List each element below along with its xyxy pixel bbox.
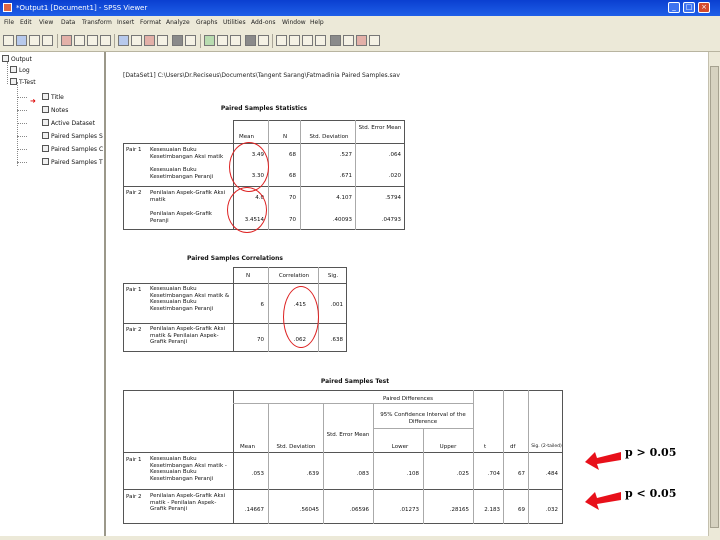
test-pair-label: Pair 1 bbox=[126, 457, 142, 463]
test-row-sd: .639 bbox=[306, 471, 319, 477]
stats-row-mean: 4.0 bbox=[255, 195, 264, 201]
tree-item-paired-test[interactable]: Paired Samples T bbox=[42, 158, 103, 167]
stats-row-sd: .671 bbox=[339, 173, 352, 179]
annotation-p-greater: p > 0.05 bbox=[625, 446, 677, 459]
highlight-circle bbox=[227, 187, 267, 233]
scrollbar-thumb[interactable] bbox=[710, 66, 719, 528]
corr-col-n: N bbox=[246, 273, 251, 279]
stats-row-sd: .527 bbox=[339, 152, 352, 158]
log-icon bbox=[10, 66, 17, 73]
annotation-p-less: p < 0.05 bbox=[625, 487, 677, 500]
dialog-recall-icon[interactable] bbox=[74, 35, 85, 46]
highlight-circle bbox=[229, 142, 269, 192]
spss-app-icon bbox=[3, 3, 12, 12]
toolbar-separator bbox=[57, 34, 58, 48]
stats-col-mean: Mean bbox=[239, 134, 254, 140]
stats-row-n: 68 bbox=[289, 152, 296, 158]
viewer-icon[interactable] bbox=[369, 35, 380, 46]
dataset-path: [DataSet1] C:\Users\Dr.Reciseus\Documents\Tangent Sarang\Fatmadinia Paired Samples.sav bbox=[123, 72, 400, 79]
stats-col-sd: Std. Deviation bbox=[309, 134, 349, 140]
open-icon[interactable] bbox=[3, 35, 14, 46]
collapse-icon[interactable] bbox=[315, 35, 326, 46]
tree-item-title[interactable]: Title bbox=[42, 93, 64, 102]
pivot-icon[interactable] bbox=[217, 35, 228, 46]
menu-edit[interactable]: Edit bbox=[20, 19, 32, 26]
print-preview-icon[interactable] bbox=[42, 35, 53, 46]
window-title: *Output1 [Document1] - SPSS Viewer bbox=[16, 4, 148, 12]
corr-row-correlation: .062 bbox=[293, 337, 306, 343]
menu-file[interactable]: File bbox=[4, 19, 15, 26]
insert-icon[interactable] bbox=[185, 35, 196, 46]
corr-row-n: 70 bbox=[257, 337, 264, 343]
corr-row-correlation: .415 bbox=[293, 302, 306, 308]
chart-icon[interactable] bbox=[204, 35, 215, 46]
corr-row-sig: .638 bbox=[330, 337, 343, 343]
stats-pair-1-label: Pair 1 bbox=[126, 147, 142, 153]
stats-table-title: Paired Samples Statistics bbox=[220, 105, 308, 112]
test-ci-header: 95% Confidence Interval of the Difference bbox=[380, 412, 466, 425]
menu-add-ons[interactable]: Add-ons bbox=[251, 19, 276, 26]
stats-col-se: Std. Error Mean bbox=[358, 125, 402, 131]
test-row-se: .083 bbox=[356, 471, 369, 477]
save-icon[interactable] bbox=[16, 35, 27, 46]
test-row-upper: .28165 bbox=[449, 507, 469, 513]
folder-icon bbox=[2, 55, 9, 62]
corr-row-n: 6 bbox=[260, 302, 264, 308]
annotation-arrows bbox=[583, 448, 623, 520]
redo-icon[interactable] bbox=[100, 35, 111, 46]
tree-item-t-test[interactable]: T-Test bbox=[10, 78, 36, 87]
stats-row-se: .020 bbox=[388, 173, 401, 179]
dataset-icon bbox=[42, 119, 49, 126]
corr-row-label: Penilaian Aspek-Grafik Aksi matik & Penilaian Aspek-Grafik Peranji bbox=[150, 326, 226, 345]
goto-case-icon[interactable] bbox=[131, 35, 142, 46]
menu-insert[interactable]: Insert bbox=[117, 19, 135, 26]
stats-row-mean: 3.30 bbox=[251, 173, 264, 179]
toolbar bbox=[0, 30, 720, 52]
stats-row-se: .5794 bbox=[385, 195, 401, 201]
goto-data-icon[interactable] bbox=[118, 35, 129, 46]
export-icon[interactable] bbox=[61, 35, 72, 46]
stats-row-label: Kesesuaian Buku Kesetimbangan Aksi matik bbox=[150, 147, 224, 160]
highlight-circle bbox=[283, 286, 319, 348]
test-row-lower: .01273 bbox=[399, 507, 419, 513]
test-col-t: t bbox=[484, 444, 487, 450]
stats-col-n: N bbox=[283, 134, 288, 140]
menu-view[interactable]: View bbox=[39, 19, 54, 26]
red-arrow-icon bbox=[585, 452, 621, 470]
tree-item-paired-correlations[interactable]: Paired Samples C bbox=[42, 145, 103, 154]
corr-table-title: Paired Samples Correlations bbox=[187, 255, 283, 262]
stats-row-label: Kesesuaian Buku Kesetimbangan Peranji bbox=[150, 167, 214, 180]
test-row-label: Kesesuaian Buku Kesetimbangan Aksi matik - Kesesuaian Buku Kesetimbangan Peranji bbox=[150, 456, 227, 482]
folder-icon bbox=[10, 78, 17, 85]
test-row-sig: .032 bbox=[545, 507, 558, 513]
minimize-button[interactable]: _ bbox=[668, 2, 680, 13]
help-icon[interactable] bbox=[356, 35, 367, 46]
find-icon[interactable] bbox=[157, 35, 168, 46]
title-icon[interactable] bbox=[230, 35, 241, 46]
maximize-button[interactable]: □ bbox=[683, 2, 695, 13]
hide-icon[interactable] bbox=[258, 35, 269, 46]
test-row-mean: .053 bbox=[251, 471, 264, 477]
menu-format[interactable]: Format bbox=[140, 19, 162, 26]
stats-row-n: 68 bbox=[289, 173, 296, 179]
test-col-se: Std. Error Mean bbox=[326, 432, 370, 438]
tree-item-output[interactable]: Output bbox=[2, 55, 32, 64]
menu-utilities[interactable]: Utilities bbox=[223, 19, 246, 26]
tree-item-active-dataset[interactable]: Active Dataset bbox=[42, 119, 95, 128]
stats-row-sd: 4.107 bbox=[336, 195, 352, 201]
test-col-sig: Sig. (2-tailed) bbox=[531, 444, 562, 449]
variables-icon[interactable] bbox=[144, 35, 155, 46]
vertical-scrollbar[interactable] bbox=[708, 52, 720, 536]
test-row-sig: .484 bbox=[545, 471, 558, 477]
toolbar-separator bbox=[272, 34, 273, 48]
red-arrow-icon bbox=[585, 492, 621, 510]
menu-graphs[interactable]: Graphs bbox=[196, 19, 218, 26]
test-col-lower: Lower bbox=[391, 444, 409, 450]
current-item-arrow-icon: ➜ bbox=[30, 97, 36, 105]
status-strip bbox=[0, 536, 720, 540]
menu-help[interactable]: Help bbox=[310, 19, 324, 26]
corr-row-sig: .001 bbox=[330, 302, 343, 308]
test-row-label: Penilaian Aspek-Grafik Aksi matik - Penilaian Aspek-Grafik Peranji bbox=[150, 493, 226, 512]
table-icon bbox=[42, 132, 49, 139]
corr-row-label: Kesesuaian Buku Kesetimbangan Aksi matik & Kesesuaian Buku Kesetimbangan Peranji bbox=[150, 286, 230, 312]
test-row-lower: .108 bbox=[406, 471, 419, 477]
syntax-icon[interactable] bbox=[343, 35, 354, 46]
promote-icon[interactable] bbox=[276, 35, 287, 46]
test-col-sd: Std. Deviation bbox=[276, 444, 316, 450]
menu-transform[interactable]: Transform bbox=[82, 19, 112, 26]
tree-item-paired-statistics[interactable]: Paired Samples S bbox=[42, 132, 103, 141]
test-row-t: 2.183 bbox=[484, 507, 500, 513]
title-bar bbox=[0, 0, 720, 16]
toolbar-separator bbox=[114, 34, 115, 48]
title-icon bbox=[42, 93, 49, 100]
expand-icon[interactable] bbox=[302, 35, 313, 46]
stats-row-n: 70 bbox=[289, 195, 296, 201]
test-row-t: .704 bbox=[487, 471, 500, 477]
corr-col-correlation: Correlation bbox=[278, 273, 310, 279]
close-button[interactable]: × bbox=[698, 2, 710, 13]
test-row-se: .06596 bbox=[349, 507, 369, 513]
test-row-sd: .56045 bbox=[299, 507, 319, 513]
tree-item-notes[interactable]: Notes bbox=[42, 106, 68, 115]
show-icon[interactable] bbox=[245, 35, 256, 46]
test-pair-label: Pair 2 bbox=[126, 494, 142, 500]
undo-icon[interactable] bbox=[87, 35, 98, 46]
test-col-mean: Mean bbox=[240, 444, 255, 450]
stats-row-mean: 3.4514 bbox=[244, 217, 264, 223]
test-group-header: Paired Differences bbox=[383, 396, 433, 402]
test-row-upper: .025 bbox=[456, 471, 469, 477]
stats-row-se: .064 bbox=[388, 152, 401, 158]
stats-row-mean: 3.49 bbox=[251, 152, 264, 158]
stats-row-label: Penilaian Aspek-Grafik Peranji bbox=[150, 211, 212, 224]
test-row-df: 69 bbox=[518, 507, 525, 513]
corr-pair-label: Pair 2 bbox=[126, 327, 142, 333]
corr-col-sig: Sig. bbox=[327, 273, 339, 279]
menu-window[interactable]: Window bbox=[282, 19, 306, 26]
test-row-mean: .14667 bbox=[244, 507, 264, 513]
table-icon bbox=[42, 158, 49, 165]
stats-row-se: .04793 bbox=[381, 217, 401, 223]
menu-data[interactable]: Data bbox=[61, 19, 76, 26]
stats-pair-2-label: Pair 2 bbox=[126, 190, 142, 196]
test-table-title: Paired Samples Test bbox=[320, 378, 390, 385]
designate-window-icon[interactable] bbox=[330, 35, 341, 46]
menu-bar bbox=[0, 16, 720, 30]
tree-item-log[interactable]: Log bbox=[10, 66, 30, 75]
notes-icon bbox=[42, 106, 49, 113]
menu-analyze[interactable]: Analyze bbox=[166, 19, 190, 26]
print-icon[interactable] bbox=[29, 35, 40, 46]
demote-icon[interactable] bbox=[289, 35, 300, 46]
toolbar-separator bbox=[200, 34, 201, 48]
stats-row-sd: .40093 bbox=[332, 217, 352, 223]
stats-row-n: 70 bbox=[289, 217, 296, 223]
test-col-upper: Upper bbox=[439, 444, 457, 450]
test-col-df: df bbox=[510, 444, 516, 450]
stats-row-label: Penilaian Aspek-Grafik Aksi matik bbox=[150, 190, 226, 203]
run-script-icon[interactable] bbox=[172, 35, 183, 46]
corr-pair-label: Pair 1 bbox=[126, 287, 142, 293]
test-row-df: 67 bbox=[518, 471, 525, 477]
output-outline-pane bbox=[0, 52, 106, 536]
table-icon bbox=[42, 145, 49, 152]
